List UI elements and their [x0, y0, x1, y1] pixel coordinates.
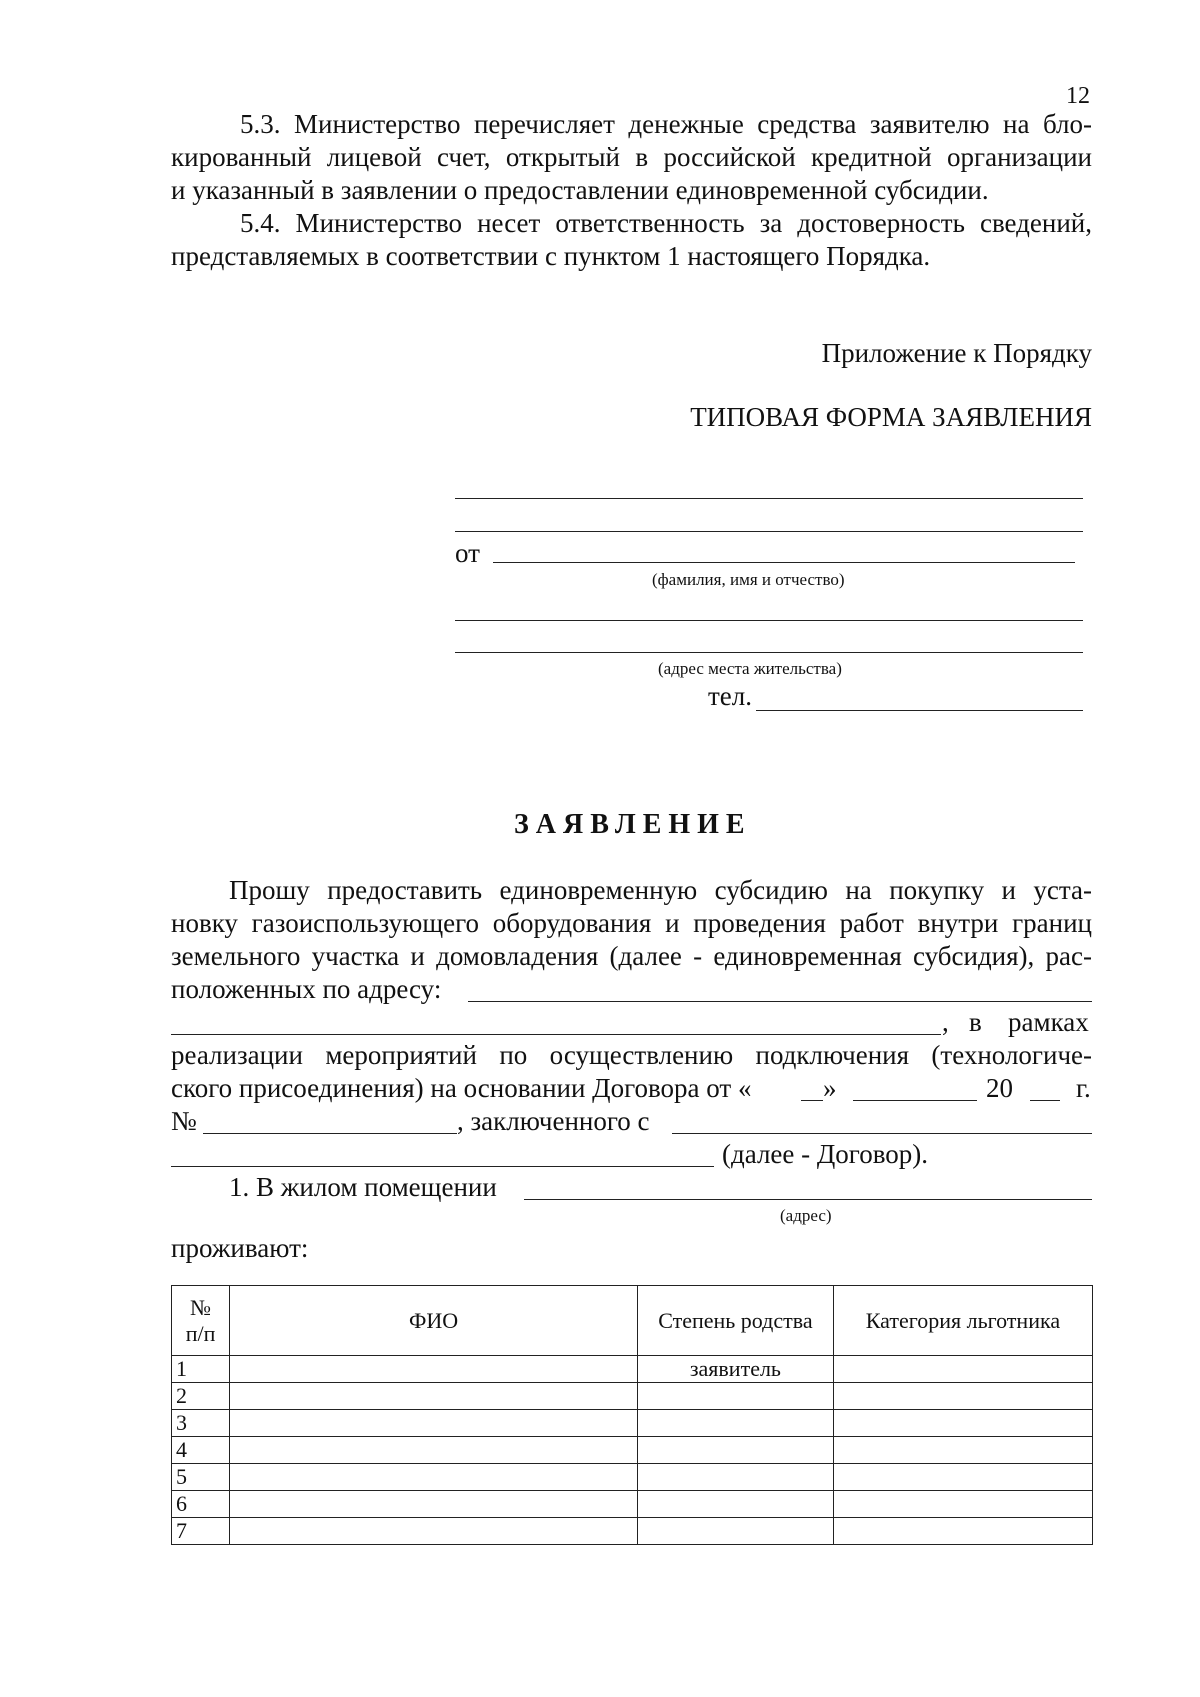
- from-label: от: [455, 538, 480, 568]
- phone-label: тел.: [708, 681, 753, 711]
- row-num: 7: [172, 1518, 230, 1545]
- row-category-cell[interactable]: [833, 1383, 1092, 1410]
- paragraph-5-3-line-1: 5.3. Министерство перечисляет денежные средства заявителю на бло-: [240, 109, 1092, 139]
- body-line-7-g: г.: [1076, 1073, 1091, 1103]
- body-line-1: Прошу предоставить единовременную субсидию на покупку и уста-: [229, 875, 1092, 905]
- contractor-line-1[interactable]: [672, 1133, 1092, 1134]
- row-num: 2: [172, 1383, 230, 1410]
- row-fio-cell[interactable]: [230, 1491, 638, 1518]
- table-row: [172, 1356, 1093, 1383]
- row-fio-cell[interactable]: [230, 1383, 638, 1410]
- paragraph-5-3-line-3: и указанный в заявлении о предоставлении единовременной субсидии.: [171, 175, 989, 205]
- body-line-3: земельного участка и домовладения (далее - единовременная субсидия), рас-: [171, 941, 1092, 971]
- row-category-cell[interactable]: [833, 1491, 1092, 1518]
- body-line-5-v: в: [969, 1007, 982, 1037]
- paragraph-5-4-line-1: 5.4. Министерство несет ответственность за достоверность сведений,: [240, 208, 1092, 238]
- header-num: [172, 1286, 230, 1356]
- item-1-label: 1. В жилом помещении: [229, 1172, 497, 1202]
- row-num: 3: [172, 1410, 230, 1437]
- row-num: 5: [172, 1464, 230, 1491]
- header-num-symbol: №: [190, 1294, 212, 1320]
- row-category-cell[interactable]: [833, 1518, 1092, 1545]
- header-relation: Степень родства: [637, 1286, 833, 1356]
- row-relation-cell[interactable]: [637, 1464, 833, 1491]
- contract-number-line[interactable]: [203, 1133, 457, 1134]
- body-line-5-comma: ,: [942, 1007, 949, 1037]
- body-line-8-no: №: [171, 1106, 197, 1136]
- phone-field-line[interactable]: [756, 710, 1083, 711]
- row-fio-cell[interactable]: [230, 1518, 638, 1545]
- row-fio-cell[interactable]: [230, 1356, 638, 1383]
- residence-address-caption: (адрес): [780, 1206, 832, 1225]
- contract-day-line[interactable]: [801, 1100, 823, 1101]
- row-category-cell[interactable]: [833, 1356, 1092, 1383]
- row-relation-cell[interactable]: [637, 1518, 833, 1545]
- table-row: [172, 1464, 1093, 1491]
- body-line-7-year: 20: [986, 1073, 1013, 1103]
- row-relation-cell[interactable]: [637, 1410, 833, 1437]
- addressee-line-1[interactable]: [455, 498, 1083, 499]
- table-row: [172, 1518, 1093, 1545]
- row-category-cell[interactable]: [833, 1410, 1092, 1437]
- paragraph-5-4-line-2: представляемых в соответствии с пунктом 1 настоящего Порядка.: [171, 241, 931, 271]
- addressee-line-2[interactable]: [455, 531, 1083, 532]
- statement-title: ЗАЯВЛЕНИЕ: [514, 809, 752, 840]
- table-row: [172, 1383, 1093, 1410]
- address-line-1[interactable]: [455, 620, 1083, 621]
- body-line-6: реализации мероприятий по осуществлению подключения (технологиче-: [171, 1040, 1092, 1070]
- body-line-9: (далее - Договор).: [722, 1139, 929, 1169]
- row-num: 1: [172, 1356, 230, 1383]
- table-row: [172, 1437, 1093, 1464]
- row-category-cell[interactable]: [833, 1464, 1092, 1491]
- body-line-7-a: ского присоединения) на основании Договора от «: [171, 1073, 752, 1103]
- body-line-5-ramkah: рамках: [1008, 1007, 1089, 1037]
- header-category: Категория льготника: [833, 1286, 1092, 1356]
- contractor-line-2[interactable]: [171, 1166, 714, 1167]
- page-number: 12: [1066, 83, 1090, 109]
- header-num-pp: п/п: [185, 1320, 216, 1346]
- residence-address-line[interactable]: [524, 1199, 1092, 1200]
- row-category-cell[interactable]: [833, 1437, 1092, 1464]
- table-row: [172, 1410, 1093, 1437]
- body-line-2: новку газоиспользующего оборудования и проведения работ внутри границ: [171, 908, 1092, 938]
- form-title: ТИПОВАЯ ФОРМА ЗАЯВЛЕНИЯ: [690, 402, 1092, 432]
- row-relation-cell[interactable]: заявитель: [637, 1356, 833, 1383]
- residents-table: [171, 1285, 1093, 1545]
- body-line-8-concluded: , заключенного с: [457, 1106, 650, 1136]
- contract-year-line[interactable]: [1030, 1100, 1060, 1101]
- body-line-7-b: »: [823, 1073, 837, 1103]
- address-caption: (адрес места жительства): [658, 659, 842, 678]
- header-fio: ФИО: [230, 1286, 638, 1356]
- object-address-line-1[interactable]: [468, 1001, 1092, 1002]
- table-header-row: [172, 1286, 1093, 1356]
- row-num: 6: [172, 1491, 230, 1518]
- reside-label: проживают:: [171, 1233, 309, 1263]
- appendix-label: Приложение к Порядку: [821, 338, 1092, 368]
- row-fio-cell[interactable]: [230, 1464, 638, 1491]
- contract-month-line[interactable]: [853, 1100, 977, 1101]
- name-caption: (фамилия, имя и отчество): [652, 570, 845, 589]
- paragraph-5-3-line-2: кированный лицевой счет, открытый в российской кредитной организации: [171, 142, 1092, 172]
- row-fio-cell[interactable]: [230, 1437, 638, 1464]
- row-relation-cell[interactable]: [637, 1383, 833, 1410]
- body-line-4: положенных по адресу:: [171, 974, 442, 1004]
- row-relation-cell[interactable]: [637, 1491, 833, 1518]
- object-address-line-2[interactable]: [171, 1034, 941, 1035]
- row-num: 4: [172, 1437, 230, 1464]
- table-row: [172, 1491, 1093, 1518]
- row-relation-cell[interactable]: [637, 1437, 833, 1464]
- name-field-line[interactable]: [493, 562, 1075, 563]
- row-fio-cell[interactable]: [230, 1410, 638, 1437]
- address-line-2[interactable]: [455, 652, 1083, 653]
